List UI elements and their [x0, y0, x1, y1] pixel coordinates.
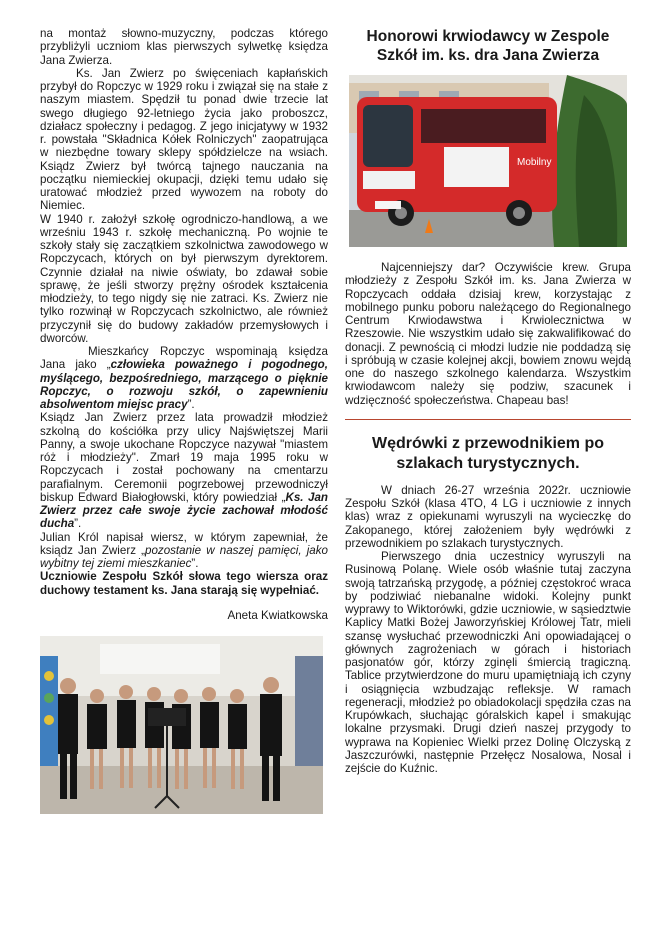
- section-divider: [345, 419, 631, 420]
- paragraph: W dniach 26-27 września 2022r. uczniowie Zespołu Szkół (klasa 4TO, 4 LG i uczniowie z innych klas) wraz z opiekunami wyruszyli na wycieczkę do Zakopanego, której założeniem były wędrówki z przewodnikiem po szlakach turystycznych.: [345, 483, 631, 550]
- left-column: [40, 27, 328, 814]
- right-column: [345, 27, 631, 775]
- article-title: Honorowi krwiodawcy w Zespole Szkół im. ks. dra Jana Zwierza: [366, 28, 610, 64]
- paragraph: W 1940 r. założył szkołę ogrodniczo-handlową, a we wrześniu 1943 r. szkołę mechaniczną. Po wojnie te szkoły stały się zaczątkiem szkolnictwa zawodowego w Ropczycach, których on był pierwszym dyrektorem. Czynnie działał na niwie oświaty, bo zdawał sobie sprawę, że jeśli stworzy prężny ośrodek kształcenia młodzieży, to tego nigdy się nie zatraci. Ks. Zwierz nie tylko rozwinął w Ropczycach szkolnictwo, ale również przyczynił się do budowy zakładów przemysłowych i dworców.: [40, 212, 328, 345]
- bus-sign: Mobilny: [517, 157, 552, 168]
- paragraph: Najcenniejszy dar? Oczywiście krew. Grupa młodzieży z Zespołu Szkół im. ks. Jana Zwierza w Ropczycach oddała dzisiaj krew, korzystając z mobilnego punku poboru należącego do Regionalnego Centrum Krwiodawstwa i Krwiolecznictwa w Rzeszowie. Nie wszystkim udało się zakwalifikować do donacji. Z pewnością ci młodzi ludzie nie poddadzą się i spróbują w czasie kolejnej akcji, bowiem znowu wejdą one do naszego szkolnego kalendarza. Wszystkim krwiodawcom należy się podziw, szacunek i wdzięczność społeczeństwa. Chapeau bas!: [345, 261, 631, 407]
- blood-bus-photo: [349, 75, 627, 247]
- article-title: Wędrówki z przewodnikiem po szlakach turystycznych.: [371, 434, 605, 472]
- paragraph: Mieszkańcy Ropczyc wspominają księdza Jana jako „człowieka poważnego i pogodnego, myślącego, bezpośredniego, marzącego o pięknie Ropczyc, o rozwoju szkół, o zapewnieniu absolwentom miejsc pracy”.: [40, 345, 328, 411]
- paragraph: Julian Król napisał wiersz, w którym zapewniał, że ksiądz Jan Zwierz „pozostanie w naszej pamięci, jako wybitny tej ziemi mieszkaniec”.: [40, 530, 328, 570]
- paragraph: Ks. Jan Zwierz po święceniach kapłańskich przybył do Ropczyc w 1929 roku i związał się na stałe z naszym miastem. Spędził tu ponad dwie trzecie lat swego długiego 92-letniego życia jako proboszcz, działacz społeczny i pedagog. Z jego inicjatywy w 1932 r. powstała "Składnica Kółek Rolniczych" zaopatrująca w niezbędne towary sklepy spółdzielcze na wsiach. Ksiądz Zwierz był twórcą tajnego nauczania na początku niemieckiej okupacji, dzięki temu udało się uratować młodzież przed wywozem na roboty do Niemiec.: [40, 66, 328, 213]
- paragraph: Uczniowie Zespołu Szkół słowa tego wiersza oraz duchowy testament ks. Jana starają się wypełniać.: [40, 570, 328, 597]
- author: Aneta Kwiatkowska: [227, 608, 328, 622]
- choir-photo: [40, 636, 323, 814]
- paragraph: Pierwszego dnia uczestnicy wyruszyli na Rusinową Polanę. Wiele osób właśnie tutaj zaczyna swoją tatrzańską przygodę, a później częstokroć wraca by podziwiać niebanalne widoki. Kolejny punkt wyprawy to Wiktorówki, gdzie uczniowie, w sąsiedztwie Kaplicy Matki Bożej Jaworzyńskiej Królowej Tatr, mieli szansę wysłuchać przewodniczki Ani opowiadającej o głównych zagrożeniach w górach i historiach pasjonatów gór, którzy zginęli śmiercią tragiczną. Tablice przytwierdzone do muru upamiętniają ich czyny i osiągnięcia wzbudzając refleksje. W ramach regeneracji, młodzież po obiadokolacji spędziła czas na Krupówkach, słuchając góralskich kapel i smakując lokalne przysmaki. Drugi dzień naszej przygody to wyprawa na Kopieniec Wielki przez Dolinę Olczyską z Jaszczurówki, następnie Przełęcz Nosalowa, Nosal i zejście do Kuźnic.: [345, 550, 631, 775]
- paragraph: Ksiądz Jan Zwierz przez lata prowadził młodzież szkolną do kościółka przy ulicy Najświętszej Marii Panny, a swoje ukochane Ropczyce nazywał "miastem róż i młodzieży". Zmarł 19 maja 1995 roku w Ropczycach i został pochowany na cmentarzu parafialnym. Ceremonii pogrzebowej przewodniczył biskup Edward Białogłowski, który powiedział „Ks. Jan Zwierz przez całe swoje życie zachował młodość ducha”.: [40, 411, 328, 531]
- paragraph: na montaż słowno-muzyczny, podczas którego przybliżyli uczniom klas pierwszych sylwetkę księdza Jana Zwierza.: [40, 27, 328, 67]
